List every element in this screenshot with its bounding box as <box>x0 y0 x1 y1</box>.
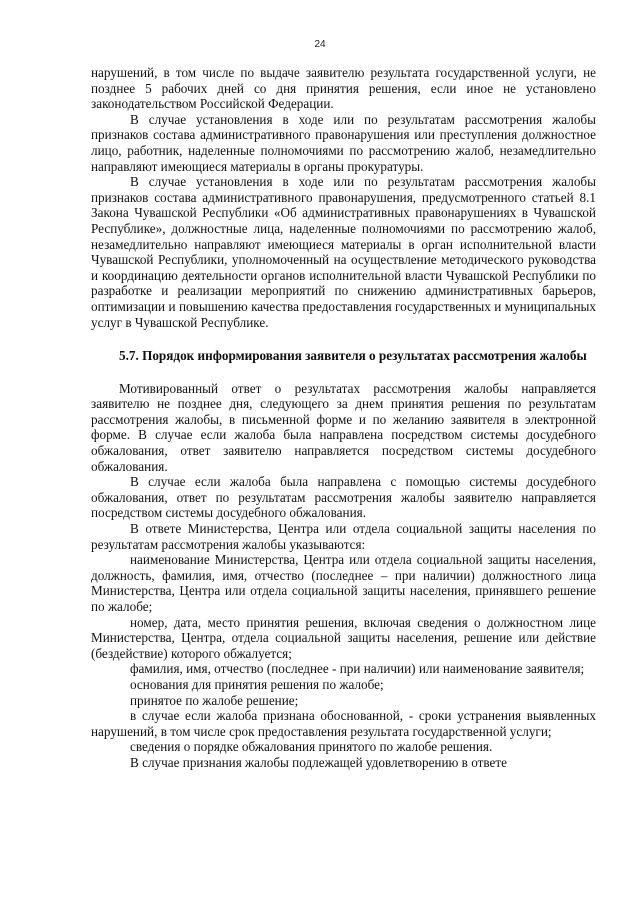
paragraph: Мотивированный ответ о результатах рассмотрения жалобы направляется заявителю не позднее дня, следующего за днем принятия решения по результатам рассмотрения жалобы, в письменной форме и по желанию заявителя в электронной форме. В случае если жалоба была направлена посредством системы досудебного обжалования, ответ заявителю направляется посредством системы досудебного обжалования. <box>91 380 596 474</box>
paragraph: В ответе Министерства, Центра или отдела социальной защиты населения по результатам рассмотрения жалобы указываются: <box>91 521 596 552</box>
list-item: номер, дата, место принятия решения, включая сведения о должностном лице Министерства, Центра, отдела социальной защиты населения, решение или действие (бездействие) которого обжалуется; <box>91 614 596 661</box>
section-heading: 5.7. Порядок информирования заявителя о результатах рассмотрения жалобы <box>119 348 587 364</box>
paragraph-continuation: нарушений, в том числе по выдаче заявителю результата государственной услуги, не позднее 5 рабочих дней со дня принятия решения, если иное не установлено законодательством Российской Федерации. <box>91 65 596 112</box>
list-item: основания для принятия решения по жалобе; <box>130 676 384 692</box>
list-item: фамилия, имя, отчество (последнее - при наличии) или наименование заявителя; <box>130 661 585 677</box>
paragraph: В случае признания жалобы подлежащей удовлетворению в ответе <box>130 754 508 770</box>
paragraph: В случае установления в ходе или по результатам рассмотрения жалобы признаков состава административного правонарушения или преступления должностное лицо, работник, наделенные полномочиями по рассмотрению жалоб, незамедлительно направляют имеющиеся материалы в органы прокуратуры. <box>91 111 596 174</box>
list-item: сведения о порядке обжалования принятого по жалобе решения. <box>130 739 493 755</box>
list-item: наименование Министерства, Центра или отдела социальной защиты населения, должность, фамилия, имя, отчество (последнее – при наличии) должностного лица Министерства, Центра или отдела социальной защиты населения, принявшего решение по жалобе; <box>91 552 596 614</box>
paragraph: В случае если жалоба была направлена с помощью системы досудебного обжалования, ответ по результатам рассмотрения жалобы заявителю направляется посредством системы досудебного обжалования. <box>91 474 596 521</box>
paragraph: В случае установления в ходе или по результатам рассмотрения жалобы признаков состава административного правонарушения, предусмотренного статьей 8.1 Закона Чувашской Республики «Об административных правонарушениях в Чувашской Республике», должностные лица, наделенные полномочиями по рассмотрению жалоб, незамедлительно направляют имеющиеся материалы в орган исполнительной власти Чувашской Республики, уполномоченный на осуществление методического руководства и координацию деятельности органов исполнительной власти Чувашской Республики по разработке и реализации мероприятий по снижению административных барьеров, оптимизации и повышению качества предоставления государственных и муниципальных услуг в Чувашской Республике. <box>91 174 596 330</box>
list-item: принятое по жалобе решение; <box>130 692 299 708</box>
list-item: в случае если жалоба признана обоснованной, - сроки устранения выявленных нарушений, в том числе срок предоставления результата государственной услуги; <box>91 708 596 739</box>
document-body <box>91 65 596 771</box>
page-number: 24 <box>314 39 326 50</box>
